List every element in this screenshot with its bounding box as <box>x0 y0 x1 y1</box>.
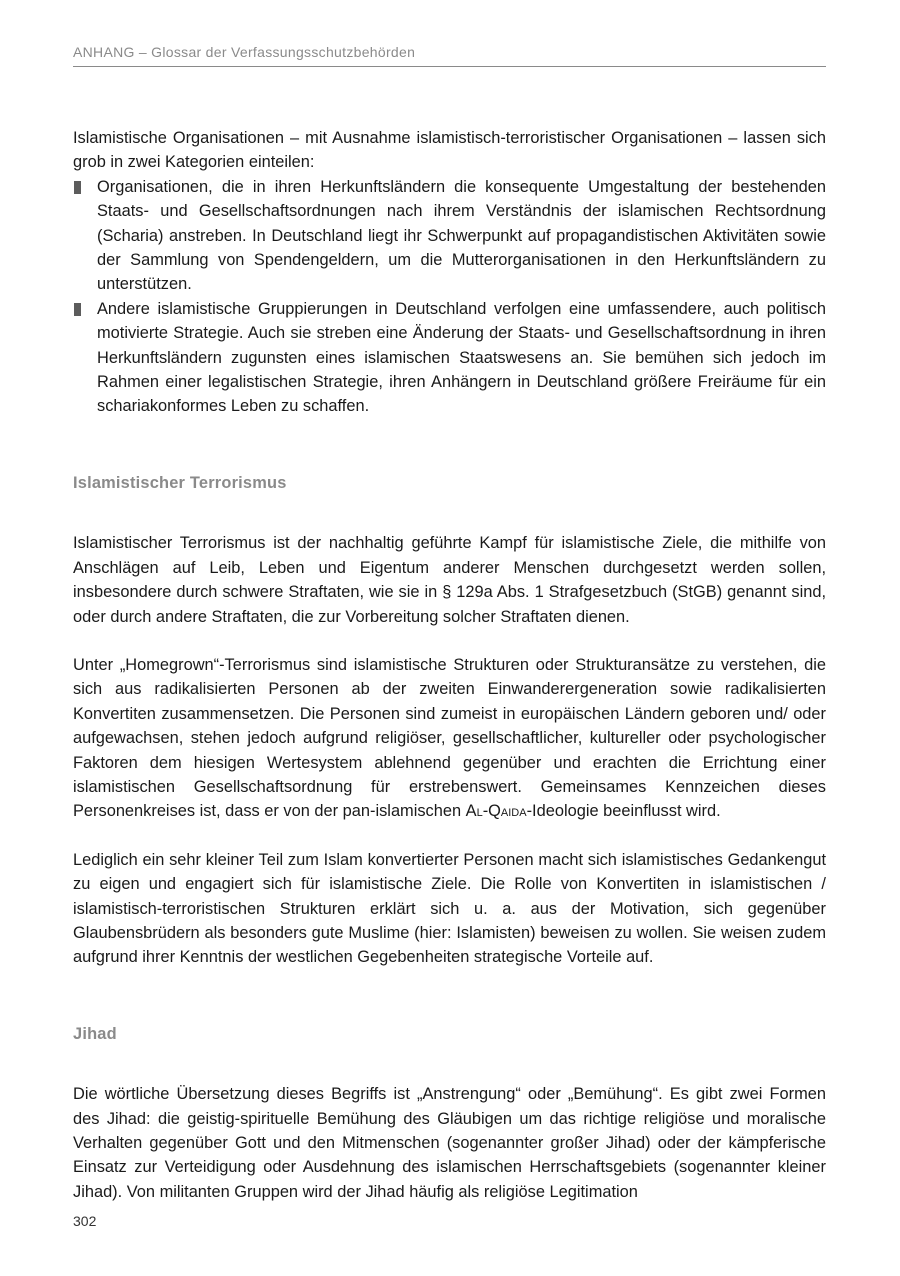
organization-name: Al-Qaida <box>465 802 527 821</box>
list-item <box>73 175 826 297</box>
square-bullet-icon <box>74 303 81 316</box>
intro-paragraph: Islamistische Organisationen – mit Ausnahme islamistisch-terroristischer Organisationen – lassen sich grob in zwei Kategorien einteilen: <box>73 129 826 172</box>
page-number: 302 <box>73 1213 97 1229</box>
terrorismus-paragraph-2-end: -Ideologie beeinflusst wird. <box>526 802 721 821</box>
square-bullet-icon <box>74 181 81 194</box>
running-header-text: ANHANG – Glossar der Verfassungsschutzbehörden <box>73 44 416 60</box>
jihad-paragraph: Die wörtliche Übersetzung dieses Begriffs ist „Anstrengung“ oder „Bemühung“. Es gibt zwei Formen des Jihad: die geistig-spirituelle Bemühung des Gläubigen um das richtige religiöse und moralische Verhalten gegenüber Gott und den Mitmenschen (sogenannter großer Jihad) oder der kämpferische Einsatz zur Verteidigung oder Ausdehnung des islamischen Herrschaftsgebiets (sogenannter kleiner Jihad). Von militanten Gruppen wird der Jihad häufig als religiöse Legitimation <box>73 1085 826 1201</box>
terrorismus-paragraph-2 <box>73 653 826 824</box>
section-heading-jihad: Jihad <box>73 1024 117 1043</box>
category-list <box>73 175 826 419</box>
terrorismus-paragraph-1: Islamistischer Terrorismus ist der nachhaltig geführte Kampf für islamistische Ziele, die mithilfe von Anschlägen auf Leib, Leben und Eigentum anderer Menschen durchgesetzt werden sollen, insbesondere durch schwere Straftaten, wie sie in § 129a Abs. 1 Strafgesetzbuch (StGB) genannt sind, oder durch andere Straftaten, die zur Vorbereitung solcher Straftaten dienen. <box>73 534 826 626</box>
page-content <box>73 126 826 1204</box>
running-header <box>73 44 826 67</box>
terrorismus-paragraph-2-start: Unter „Homegrown“-Terrorismus sind islamistische Strukturen oder Strukturansätze zu verstehen, die sich aus radikalisierten Personen ab der zweiten Einwanderergeneration sowie radikalisierten Konvertiten zusammensetzen. Die Personen sind zumeist in europäischen Ländern geboren und/ oder aufgewachsen, stehen jedoch aufgrund religiöser, gesellschaftlicher, kultureller oder psychologischer Faktoren dem hiesigen Wertesystem ablehnend gegenüber und erachten die Errichtung einer islamistischen Gesellschaftsordnung für erstrebenswert. Gemeinsames Kennzeichen dieses Personenkreises ist, dass er von der pan-islamischen <box>73 655 826 821</box>
terrorismus-paragraph-3: Lediglich ein sehr kleiner Teil zum Islam konvertierter Personen macht sich islamistisches Gedankengut zu eigen und engagiert sich für islamistische Ziele. Die Rolle von Konvertiten in islamistischen / islamistisch-terroristischen Strukturen erklärt sich u. a. aus der Motivation, sich gegenüber Glaubensbrüdern als besonders gute Muslime (hier: Islamisten) beweisen zu wollen. Sie weisen zudem aufgrund ihrer Kenntnis der westlichen Gegebenheiten strategische Vorteile auf. <box>73 850 826 967</box>
list-item-text: Organisationen, die in ihren Herkunftsländern die konsequente Umgestaltung der bestehenden Staats- und Gesellschaftsordnungen nach ihrem Verständnis der islamischen Rechtsordnung (Scharia) anstreben. In Deutschland liegt ihr Schwerpunkt auf propagandistischen Aktivitäten sowie der Sammlung von Spendengeldern, um die Mutterorganisationen in den Herkunftsländern zu unterstützen. <box>97 177 826 294</box>
list-item-text: Andere islamistische Gruppierungen in Deutschland verfolgen eine umfassendere, auch politisch motivierte Strategie. Auch sie streben eine Änderung der Staats- und Gesellschaftsordnung in ihren Herkunftsländern zugunsten eines islamischen Staatswesens an. Sie bemühen sich jedoch im Rahmen einer legalistischen Strategie, ihren Anhängern in Deutschland größere Freiräume für ein schariakonformes Leben zu schaffen. <box>97 299 826 416</box>
section-heading-terrorismus: Islamistischer Terrorismus <box>73 473 287 492</box>
list-item <box>73 297 826 419</box>
